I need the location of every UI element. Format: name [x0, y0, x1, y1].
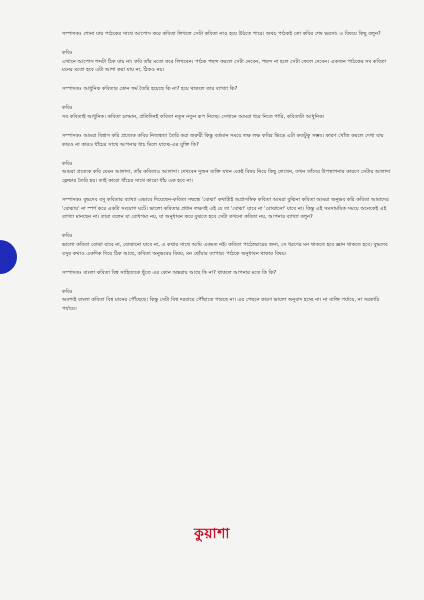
speaker-label: কবিঃ [62, 50, 73, 57]
answer-block [62, 232, 394, 258]
answer-block [62, 160, 394, 186]
answer-text: এখানে আপোস শব্দটা ঠিক যায় না। কবি তাঁর মতো করে লিখবেন। পাঠক পছন্দ করলে সেটা নেবেন, পছন্দ না হলে সেটা ফেলে দেবেন। একজন পাঠকের সব কবিতা মনের মতো হবে এটা আশা করা যায় না, ঠিকও নয়। [62, 58, 387, 74]
question-block [62, 30, 394, 39]
speaker-label: কবিঃ [62, 105, 73, 112]
magazine-logo: কুয়াশা [194, 526, 230, 542]
answer-text: আমরা প্রত্যেক কবি যেমন আলাদা, তাঁর কবিতাও আলাদা। দেখবেন দুজন ব্যক্তি যখন একই বিষয় নিয়ে কিছু লেখেন, তখন তাঁদের উপস্থাপনার কারণে সেটার আলাদা ফ্লেভার তৈরি হয়। তাই কারো ধাঁচের সাথে কারো ধাঁচ এক হবে না। [62, 169, 391, 185]
question-block [62, 196, 394, 222]
speaker-label: কবিঃ [62, 288, 73, 295]
answer-text: সব কবিতাই আধুনিক। কবিতা চলমান, প্রতিদিনই কবিতা নতুন নতুন রূপ নিচ্ছে। সেখানে আমরা ধরে নিতে পারি, কবিতাটা আধুনিক। [62, 114, 325, 121]
question-text: সম্পাদকঃ আমরা বিশ্বাস করি প্রত্যেক কবির নিজস্বতা তৈরি করা জরুরী কিন্তু বর্তমান সময়ে লক্ষ লক্ষ কবির ভিড়ে এটা কতটুকু সম্ভব। কারণ খোঁজ করলে দেখা যায় কারও না কারও ধাঁচের সাথে আপনার ধাচ মিলে যাচ্ছে-এর যুক্তি কি? [62, 133, 384, 148]
answer-text: ভালো কবিতা বোঝা যাবে না, বোঝানো যাবে না, এ কথার সাথে আমি একমত নই। কবিতা পাঠোদ্ধারের জন্য, সে ধরণের মন থাকতে হবে জ্ঞান থাকতে হবে। বুদ্ধদেব বসুর কথাও একদিক দিয়ে ঠিক আছে, কবিতা অনুভবের বিষয়, মন ছোঁয়ার ব্যাপার। পাঠকে অনুধাবন থাকার বিষয়। [62, 242, 388, 257]
question-text: সম্পাদকঃ বুদ্ধদেব বসু কবিতার ব্যাখ্যা এভাবে দিয়েছেন-কবিতা সম্বন্ধে 'বোঝা' কথাটাই অপ্রাসঙ্গিক কবিতা আমরা বুঝিনা কবিতা আমরা অনুভব করি কবিতা আমাদের 'বোঝায়' না স্পর্শ করে একটা সংযোগ ঘটে। ভালো কবিতার প্রধান লক্ষণই এই যে তা 'বোঝা' যাবে না 'বোঝানো' যাবে না। কিন্তু এই সমসাময়িক সময়ে অনেকেই এই ব্যাখ্যা মানছেন না। তারা বলেন যা বোধগম্য নয়, যা অনুধাবন করে বুঝতে হবে সেটা কখনো কবিতা নয়, আপনার ব্যাখ্যা বলুন? [62, 197, 389, 221]
question-text: সম্পাদকঃ আধুনিক কবিতার কোন ফর্ম তৈরি হয়েছে কি না? হয়ে থাকলে তার ব্যাখ্যা কি? [62, 86, 238, 93]
answer-block [62, 288, 394, 314]
speaker-label: কবিঃ [62, 160, 73, 167]
question-text: সম্পাদকঃ শোনা যায় পাঠকের সাথে আপোস করে কবিতা লিখলে সেটা কবিতা নাও হয়ে উঠতে পারে। অথচ পাঠকই তো কবির শেষ ভরসা। এ বিষয়ে কিছু বলুন? [62, 31, 381, 37]
interview-text [62, 30, 394, 324]
decorative-blue-circle [0, 240, 17, 274]
answer-block [62, 49, 394, 75]
speaker-label: কবিঃ [62, 233, 73, 240]
question-block [62, 85, 394, 94]
question-block [62, 132, 394, 149]
question-block [62, 269, 394, 278]
question-text: সম্পাদকঃ বাংলা কবিতা বিশ্ব সাহিত্যকে ছুঁতে এর কোন অন্তরায় আছে কি না? থাকলে আপনার মতে কি কি? [62, 269, 277, 276]
answer-text: অবশ্যই বাংলা কবিতা বিশ্ব মানের পৌঁছেছে। কিন্তু সেটা বিশ্ব দরবারে পৌঁছাতে পারছে না। এর পেছনে কারণ ভালো অনুবাদ হচ্ছে না। না ব্যক্তি পর্যায়ে, না সরকারি পর্যায়ে। [62, 297, 380, 312]
answer-block [62, 104, 394, 121]
